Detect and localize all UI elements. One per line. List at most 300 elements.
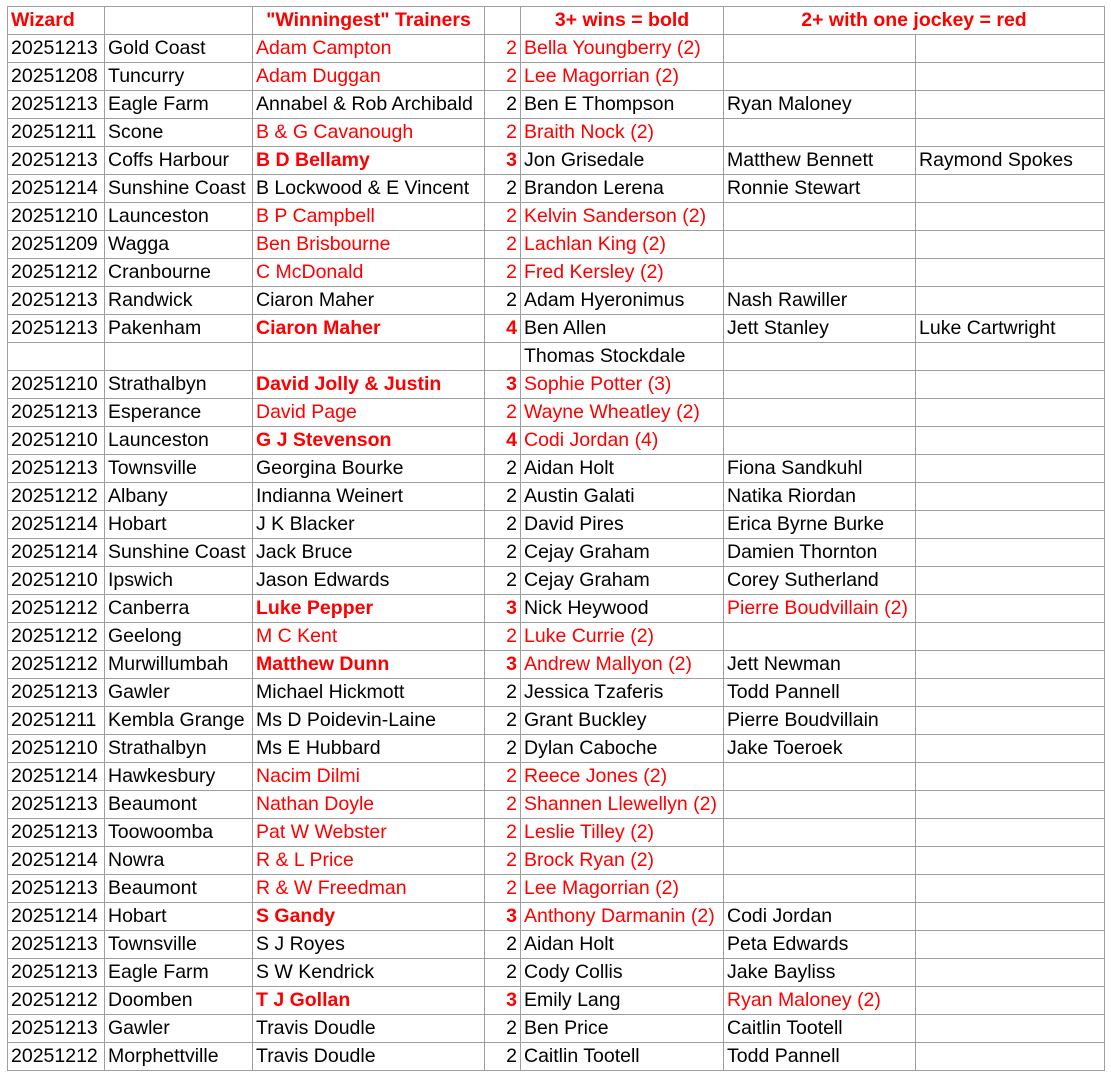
wins-cell[interactable]: 2 bbox=[485, 539, 521, 567]
wins-cell[interactable]: 3 bbox=[485, 371, 521, 399]
jockey-2-cell[interactable] bbox=[724, 343, 916, 371]
jockey-2-cell[interactable] bbox=[724, 623, 916, 651]
table-row bbox=[8, 707, 1105, 735]
track-cell[interactable]: Coffs Harbour bbox=[105, 147, 253, 175]
track-cell[interactable]: Scone bbox=[105, 119, 253, 147]
trainer-cell[interactable]: S Gandy bbox=[253, 903, 485, 931]
trainer-cell[interactable]: B & G Cavanough bbox=[253, 119, 485, 147]
track-cell[interactable]: Doomben bbox=[105, 987, 253, 1015]
header-wizard[interactable]: Wizard bbox=[8, 7, 105, 35]
jockey-1-cell[interactable]: Caitlin Tootell bbox=[521, 1043, 724, 1071]
track-cell[interactable]: Nowra bbox=[105, 847, 253, 875]
trainer-cell[interactable]: J K Blacker bbox=[253, 511, 485, 539]
table-row bbox=[8, 147, 1105, 175]
table-row bbox=[8, 623, 1105, 651]
jockey-1-cell[interactable]: Jon Grisedale bbox=[521, 147, 724, 175]
track-cell[interactable]: Tuncurry bbox=[105, 63, 253, 91]
trainer-cell[interactable]: R & L Price bbox=[253, 847, 485, 875]
jockey-2-cell[interactable]: Corey Sutherland bbox=[724, 567, 916, 595]
jockey-2-cell[interactable] bbox=[724, 847, 916, 875]
trainer-cell[interactable]: M C Kent bbox=[253, 623, 485, 651]
date-cell[interactable]: 20251213 bbox=[8, 875, 105, 903]
date-cell[interactable]: 20251212 bbox=[8, 1043, 105, 1071]
wins-cell[interactable]: 2 bbox=[485, 287, 521, 315]
trainer-cell[interactable]: Michael Hickmott bbox=[253, 679, 485, 707]
date-cell[interactable]: 20251210 bbox=[8, 735, 105, 763]
jockey-3-cell[interactable] bbox=[916, 847, 1105, 875]
date-cell[interactable]: 20251214 bbox=[8, 847, 105, 875]
date-cell[interactable]: 20251210 bbox=[8, 371, 105, 399]
wins-cell[interactable]: 3 bbox=[485, 595, 521, 623]
jockey-2-cell[interactable]: Jett Stanley bbox=[724, 315, 916, 343]
wins-cell[interactable]: 2 bbox=[485, 35, 521, 63]
wins-cell[interactable]: 2 bbox=[485, 735, 521, 763]
trainer-cell[interactable]: R & W Freedman bbox=[253, 875, 485, 903]
jockey-3-cell[interactable] bbox=[916, 595, 1105, 623]
trainer-cell[interactable] bbox=[253, 343, 485, 371]
jockey-1-cell[interactable]: Anthony Darmanin (2) bbox=[521, 903, 724, 931]
jockey-1-cell[interactable]: Ben Allen bbox=[521, 315, 724, 343]
track-cell[interactable]: Hobart bbox=[105, 903, 253, 931]
table-row bbox=[8, 175, 1105, 203]
track-cell[interactable]: Eagle Farm bbox=[105, 959, 253, 987]
wins-cell[interactable]: 2 bbox=[485, 567, 521, 595]
jockey-2-cell[interactable] bbox=[724, 35, 916, 63]
jockey-1-cell[interactable]: Braith Nock (2) bbox=[521, 119, 724, 147]
jockey-1-cell[interactable]: Cejay Graham bbox=[521, 567, 724, 595]
wins-cell[interactable]: 2 bbox=[485, 1015, 521, 1043]
wins-cell[interactable]: 3 bbox=[485, 987, 521, 1015]
trainer-cell[interactable]: T J Gollan bbox=[253, 987, 485, 1015]
wins-cell[interactable]: 2 bbox=[485, 1043, 521, 1071]
jockey-3-cell[interactable] bbox=[916, 371, 1105, 399]
table-row bbox=[8, 63, 1105, 91]
header-blank-cell[interactable] bbox=[105, 7, 253, 35]
track-cell[interactable]: Sunshine Coast bbox=[105, 539, 253, 567]
track-cell[interactable]: Beaumont bbox=[105, 875, 253, 903]
trainer-cell[interactable]: Ben Brisbourne bbox=[253, 231, 485, 259]
jockey-1-cell[interactable]: Lachlan King (2) bbox=[521, 231, 724, 259]
date-cell[interactable]: 20251210 bbox=[8, 203, 105, 231]
track-cell[interactable]: Murwillumbah bbox=[105, 651, 253, 679]
jockey-1-cell[interactable]: Adam Hyeronimus bbox=[521, 287, 724, 315]
trainer-cell[interactable]: Annabel & Rob Archibald bbox=[253, 91, 485, 119]
trainer-cell[interactable]: S W Kendrick bbox=[253, 959, 485, 987]
table-row bbox=[8, 35, 1105, 63]
jockey-2-cell[interactable]: Jake Toeroek bbox=[724, 735, 916, 763]
trainer-cell[interactable]: G J Stevenson bbox=[253, 427, 485, 455]
jockey-3-cell[interactable] bbox=[916, 791, 1105, 819]
jockey-1-cell[interactable]: Thomas Stockdale bbox=[521, 343, 724, 371]
date-cell[interactable]: 20251213 bbox=[8, 931, 105, 959]
jockey-3-cell[interactable] bbox=[916, 119, 1105, 147]
trainer-cell[interactable]: Adam Campton bbox=[253, 35, 485, 63]
wins-cell[interactable]: 2 bbox=[485, 91, 521, 119]
date-cell[interactable]: 20251212 bbox=[8, 623, 105, 651]
jockey-2-cell[interactable]: Todd Pannell bbox=[724, 679, 916, 707]
wins-cell[interactable]: 2 bbox=[485, 231, 521, 259]
jockey-1-cell[interactable]: Brock Ryan (2) bbox=[521, 847, 724, 875]
jockey-1-cell[interactable]: Luke Currie (2) bbox=[521, 623, 724, 651]
date-cell[interactable]: 20251213 bbox=[8, 1015, 105, 1043]
table-row bbox=[8, 483, 1105, 511]
trainer-cell[interactable]: Matthew Dunn bbox=[253, 651, 485, 679]
jockey-1-cell[interactable]: Dylan Caboche bbox=[521, 735, 724, 763]
date-cell[interactable] bbox=[8, 343, 105, 371]
jockey-3-cell[interactable] bbox=[916, 959, 1105, 987]
track-cell[interactable]: Pakenham bbox=[105, 315, 253, 343]
jockey-2-cell[interactable]: Pierre Boudvillain (2) bbox=[724, 595, 916, 623]
wins-cell[interactable] bbox=[485, 343, 521, 371]
table-row bbox=[8, 455, 1105, 483]
track-cell[interactable]: Hawkesbury bbox=[105, 763, 253, 791]
jockey-3-cell[interactable] bbox=[916, 567, 1105, 595]
table-row bbox=[8, 763, 1105, 791]
wins-cell[interactable]: 2 bbox=[485, 259, 521, 287]
jockey-2-cell[interactable]: Erica Byrne Burke bbox=[724, 511, 916, 539]
wins-cell[interactable]: 4 bbox=[485, 427, 521, 455]
jockey-2-cell[interactable] bbox=[724, 791, 916, 819]
wins-cell[interactable]: 2 bbox=[485, 623, 521, 651]
trainer-cell[interactable]: B P Campbell bbox=[253, 203, 485, 231]
table-row bbox=[8, 399, 1105, 427]
jockey-3-cell[interactable] bbox=[916, 399, 1105, 427]
trainer-cell[interactable]: Nacim Dilmi bbox=[253, 763, 485, 791]
jockey-2-cell[interactable] bbox=[724, 427, 916, 455]
track-cell[interactable]: Toowoomba bbox=[105, 819, 253, 847]
track-cell[interactable]: Wagga bbox=[105, 231, 253, 259]
jockey-3-cell[interactable]: Luke Cartwright bbox=[916, 315, 1105, 343]
table-row bbox=[8, 567, 1105, 595]
trainer-cell[interactable]: B D Bellamy bbox=[253, 147, 485, 175]
track-cell[interactable]: Albany bbox=[105, 483, 253, 511]
jockey-1-cell[interactable]: Jessica Tzaferis bbox=[521, 679, 724, 707]
table-row bbox=[8, 791, 1105, 819]
jockey-3-cell[interactable] bbox=[916, 1043, 1105, 1071]
wins-cell[interactable]: 2 bbox=[485, 455, 521, 483]
table-row bbox=[8, 1015, 1105, 1043]
date-cell[interactable]: 20251208 bbox=[8, 63, 105, 91]
trainer-cell[interactable]: Pat W Webster bbox=[253, 819, 485, 847]
jockey-1-cell[interactable]: David Pires bbox=[521, 511, 724, 539]
wins-cell[interactable]: 2 bbox=[485, 847, 521, 875]
date-cell[interactable]: 20251210 bbox=[8, 427, 105, 455]
track-cell[interactable]: Randwick bbox=[105, 287, 253, 315]
track-cell[interactable]: Eagle Farm bbox=[105, 91, 253, 119]
jockey-2-cell[interactable]: Nash Rawiller bbox=[724, 287, 916, 315]
jockey-2-cell[interactable] bbox=[724, 763, 916, 791]
wins-cell[interactable]: 2 bbox=[485, 119, 521, 147]
date-cell[interactable]: 20251212 bbox=[8, 651, 105, 679]
table-row bbox=[8, 315, 1105, 343]
date-cell[interactable]: 20251211 bbox=[8, 707, 105, 735]
trainer-cell[interactable]: B Lockwood & E Vincent bbox=[253, 175, 485, 203]
table-row bbox=[8, 259, 1105, 287]
table-row bbox=[8, 231, 1105, 259]
jockey-3-cell[interactable] bbox=[916, 203, 1105, 231]
jockey-2-cell[interactable]: Ryan Maloney bbox=[724, 91, 916, 119]
jockey-3-cell[interactable] bbox=[916, 623, 1105, 651]
jockey-2-cell[interactable] bbox=[724, 63, 916, 91]
jockey-1-cell[interactable]: Wayne Wheatley (2) bbox=[521, 399, 724, 427]
jockey-3-cell[interactable] bbox=[916, 35, 1105, 63]
trainer-cell[interactable]: S J Royes bbox=[253, 931, 485, 959]
track-cell[interactable]: Morphettville bbox=[105, 1043, 253, 1071]
jockey-3-cell[interactable] bbox=[916, 343, 1105, 371]
track-cell[interactable]: Ipswich bbox=[105, 567, 253, 595]
jockey-2-cell[interactable]: Peta Edwards bbox=[724, 931, 916, 959]
jockey-1-cell[interactable]: Lee Magorrian (2) bbox=[521, 63, 724, 91]
jockey-2-cell[interactable]: Ronnie Stewart bbox=[724, 175, 916, 203]
jockey-1-cell[interactable]: Shannen Llewellyn (2) bbox=[521, 791, 724, 819]
track-cell[interactable]: Sunshine Coast bbox=[105, 175, 253, 203]
jockey-2-cell[interactable] bbox=[724, 399, 916, 427]
date-cell[interactable]: 20251214 bbox=[8, 903, 105, 931]
jockey-2-cell[interactable]: Caitlin Tootell bbox=[724, 1015, 916, 1043]
wins-cell[interactable]: 3 bbox=[485, 651, 521, 679]
date-cell[interactable]: 20251212 bbox=[8, 259, 105, 287]
wins-cell[interactable]: 2 bbox=[485, 959, 521, 987]
jockey-3-cell[interactable] bbox=[916, 427, 1105, 455]
trainer-cell[interactable]: Jack Bruce bbox=[253, 539, 485, 567]
track-cell[interactable]: Townsville bbox=[105, 455, 253, 483]
trainer-wins-table bbox=[7, 6, 1105, 1071]
trainer-cell[interactable]: Travis Doudle bbox=[253, 1015, 485, 1043]
jockey-2-cell[interactable]: Ryan Maloney (2) bbox=[724, 987, 916, 1015]
jockey-3-cell[interactable] bbox=[916, 735, 1105, 763]
track-cell[interactable]: Beaumont bbox=[105, 791, 253, 819]
date-cell[interactable]: 20251213 bbox=[8, 315, 105, 343]
jockey-1-cell[interactable]: Ben E Thompson bbox=[521, 91, 724, 119]
trainer-cell[interactable]: Nathan Doyle bbox=[253, 791, 485, 819]
table-row bbox=[8, 91, 1105, 119]
jockey-3-cell[interactable] bbox=[916, 455, 1105, 483]
table-row bbox=[8, 959, 1105, 987]
jockey-3-cell[interactable] bbox=[916, 231, 1105, 259]
wins-cell[interactable]: 2 bbox=[485, 203, 521, 231]
table-row bbox=[8, 651, 1105, 679]
jockey-1-cell[interactable]: Aidan Holt bbox=[521, 931, 724, 959]
date-cell[interactable]: 20251213 bbox=[8, 147, 105, 175]
jockey-3-cell[interactable] bbox=[916, 91, 1105, 119]
date-cell[interactable]: 20251213 bbox=[8, 679, 105, 707]
jockey-2-cell[interactable]: Fiona Sandkuhl bbox=[724, 455, 916, 483]
jockey-3-cell[interactable] bbox=[916, 483, 1105, 511]
track-cell[interactable]: Gold Coast bbox=[105, 35, 253, 63]
jockey-2-cell[interactable]: Jett Newman bbox=[724, 651, 916, 679]
track-cell[interactable] bbox=[105, 343, 253, 371]
track-cell[interactable]: Hobart bbox=[105, 511, 253, 539]
trainer-cell[interactable]: Georgina Bourke bbox=[253, 455, 485, 483]
jockey-3-cell[interactable] bbox=[916, 707, 1105, 735]
jockey-2-cell[interactable]: Codi Jordan bbox=[724, 903, 916, 931]
jockey-1-cell[interactable]: Austin Galati bbox=[521, 483, 724, 511]
jockey-1-cell[interactable]: Sophie Potter (3) bbox=[521, 371, 724, 399]
table-row bbox=[8, 679, 1105, 707]
wins-cell[interactable]: 2 bbox=[485, 819, 521, 847]
header-red-rule[interactable]: 2+ with one jockey = red bbox=[724, 7, 1105, 35]
wins-cell[interactable]: 2 bbox=[485, 763, 521, 791]
track-cell[interactable]: Strathalbyn bbox=[105, 735, 253, 763]
track-cell[interactable]: Launceston bbox=[105, 427, 253, 455]
track-cell[interactable]: Townsville bbox=[105, 931, 253, 959]
trainer-cell[interactable]: David Page bbox=[253, 399, 485, 427]
track-cell[interactable]: Strathalbyn bbox=[105, 371, 253, 399]
table-row bbox=[8, 735, 1105, 763]
table-row bbox=[8, 595, 1105, 623]
table-row bbox=[8, 819, 1105, 847]
jockey-2-cell[interactable]: Natika Riordan bbox=[724, 483, 916, 511]
jockey-3-cell[interactable] bbox=[916, 511, 1105, 539]
date-cell[interactable]: 20251211 bbox=[8, 119, 105, 147]
trainer-cell[interactable]: David Jolly & Justin bbox=[253, 371, 485, 399]
jockey-3-cell[interactable] bbox=[916, 931, 1105, 959]
trainer-cell[interactable]: Ciaron Maher bbox=[253, 287, 485, 315]
track-cell[interactable]: Cranbourne bbox=[105, 259, 253, 287]
jockey-1-cell[interactable]: Lee Magorrian (2) bbox=[521, 875, 724, 903]
track-cell[interactable]: Kembla Grange bbox=[105, 707, 253, 735]
jockey-1-cell[interactable]: Cody Collis bbox=[521, 959, 724, 987]
jockey-3-cell[interactable] bbox=[916, 1015, 1105, 1043]
date-cell[interactable]: 20251212 bbox=[8, 987, 105, 1015]
track-cell[interactable]: Launceston bbox=[105, 203, 253, 231]
date-cell[interactable]: 20251214 bbox=[8, 511, 105, 539]
jockey-1-cell[interactable]: Leslie Tilley (2) bbox=[521, 819, 724, 847]
track-cell[interactable]: Canberra bbox=[105, 595, 253, 623]
jockey-2-cell[interactable] bbox=[724, 231, 916, 259]
table-row bbox=[8, 931, 1105, 959]
track-cell[interactable]: Geelong bbox=[105, 623, 253, 651]
trainer-cell[interactable]: Indianna Weinert bbox=[253, 483, 485, 511]
jockey-1-cell[interactable]: Kelvin Sanderson (2) bbox=[521, 203, 724, 231]
date-cell[interactable]: 20251210 bbox=[8, 567, 105, 595]
header-blank-cell[interactable] bbox=[485, 7, 521, 35]
jockey-3-cell[interactable] bbox=[916, 539, 1105, 567]
wins-cell[interactable]: 3 bbox=[485, 903, 521, 931]
jockey-3-cell[interactable] bbox=[916, 651, 1105, 679]
wins-cell[interactable]: 2 bbox=[485, 707, 521, 735]
jockey-3-cell[interactable] bbox=[916, 875, 1105, 903]
jockey-2-cell[interactable]: Damien Thornton bbox=[724, 539, 916, 567]
jockey-1-cell[interactable]: Cejay Graham bbox=[521, 539, 724, 567]
jockey-3-cell[interactable] bbox=[916, 763, 1105, 791]
date-cell[interactable]: 20251212 bbox=[8, 595, 105, 623]
table-row bbox=[8, 203, 1105, 231]
jockey-2-cell[interactable] bbox=[724, 119, 916, 147]
wins-cell[interactable]: 2 bbox=[485, 399, 521, 427]
date-cell[interactable]: 20251213 bbox=[8, 959, 105, 987]
date-cell[interactable]: 20251214 bbox=[8, 763, 105, 791]
track-cell[interactable]: Gawler bbox=[105, 679, 253, 707]
trainer-cell[interactable]: Ms D Poidevin-Laine bbox=[253, 707, 485, 735]
header-bold-rule[interactable]: 3+ wins = bold bbox=[521, 7, 724, 35]
wins-cell[interactable]: 2 bbox=[485, 791, 521, 819]
jockey-1-cell[interactable]: Emily Lang bbox=[521, 987, 724, 1015]
wins-cell[interactable]: 2 bbox=[485, 175, 521, 203]
trainer-cell[interactable]: Luke Pepper bbox=[253, 595, 485, 623]
jockey-1-cell[interactable]: Bella Youngberry (2) bbox=[521, 35, 724, 63]
trainer-cell[interactable]: Adam Duggan bbox=[253, 63, 485, 91]
date-cell[interactable]: 20251213 bbox=[8, 35, 105, 63]
table-row bbox=[8, 875, 1105, 903]
jockey-3-cell[interactable] bbox=[916, 819, 1105, 847]
jockey-3-cell[interactable] bbox=[916, 987, 1105, 1015]
jockey-2-cell[interactable] bbox=[724, 371, 916, 399]
jockey-1-cell[interactable]: Fred Kersley (2) bbox=[521, 259, 724, 287]
date-cell[interactable]: 20251213 bbox=[8, 287, 105, 315]
jockey-2-cell[interactable] bbox=[724, 259, 916, 287]
jockey-3-cell[interactable] bbox=[916, 63, 1105, 91]
jockey-3-cell[interactable] bbox=[916, 287, 1105, 315]
jockey-2-cell[interactable] bbox=[724, 819, 916, 847]
jockey-3-cell[interactable]: Raymond Spokes bbox=[916, 147, 1105, 175]
date-cell[interactable]: 20251213 bbox=[8, 791, 105, 819]
jockey-2-cell[interactable] bbox=[724, 875, 916, 903]
jockey-1-cell[interactable]: Codi Jordan (4) bbox=[521, 427, 724, 455]
jockey-3-cell[interactable] bbox=[916, 175, 1105, 203]
table-row bbox=[8, 287, 1105, 315]
jockey-3-cell[interactable] bbox=[916, 903, 1105, 931]
date-cell[interactable]: 20251213 bbox=[8, 455, 105, 483]
jockey-1-cell[interactable]: Brandon Lerena bbox=[521, 175, 724, 203]
trainer-cell[interactable]: C McDonald bbox=[253, 259, 485, 287]
trainer-cell[interactable]: Ciaron Maher bbox=[253, 315, 485, 343]
jockey-2-cell[interactable]: Jake Bayliss bbox=[724, 959, 916, 987]
trainer-cell[interactable]: Travis Doudle bbox=[253, 1043, 485, 1071]
jockey-2-cell[interactable]: Todd Pannell bbox=[724, 1043, 916, 1071]
trainer-cell[interactable]: Ms E Hubbard bbox=[253, 735, 485, 763]
date-cell[interactable]: 20251214 bbox=[8, 539, 105, 567]
table-row bbox=[8, 119, 1105, 147]
date-cell[interactable]: 20251214 bbox=[8, 175, 105, 203]
jockey-3-cell[interactable] bbox=[916, 679, 1105, 707]
jockey-2-cell[interactable]: Pierre Boudvillain bbox=[724, 707, 916, 735]
wins-cell[interactable]: 2 bbox=[485, 63, 521, 91]
jockey-1-cell[interactable]: Aidan Holt bbox=[521, 455, 724, 483]
date-cell[interactable]: 20251213 bbox=[8, 91, 105, 119]
wins-cell[interactable]: 2 bbox=[485, 511, 521, 539]
jockey-1-cell[interactable]: Grant Buckley bbox=[521, 707, 724, 735]
track-cell[interactable]: Gawler bbox=[105, 1015, 253, 1043]
wins-cell[interactable]: 2 bbox=[485, 875, 521, 903]
track-cell[interactable]: Esperance bbox=[105, 399, 253, 427]
date-cell[interactable]: 20251212 bbox=[8, 483, 105, 511]
date-cell[interactable]: 20251209 bbox=[8, 231, 105, 259]
wins-cell[interactable]: 2 bbox=[485, 931, 521, 959]
date-cell[interactable]: 20251213 bbox=[8, 819, 105, 847]
date-cell[interactable]: 20251213 bbox=[8, 399, 105, 427]
table-row bbox=[8, 371, 1105, 399]
header-row bbox=[8, 7, 1105, 35]
jockey-1-cell[interactable]: Andrew Mallyon (2) bbox=[521, 651, 724, 679]
trainer-cell[interactable]: Jason Edwards bbox=[253, 567, 485, 595]
table-row bbox=[8, 903, 1105, 931]
table-row bbox=[8, 539, 1105, 567]
table-row bbox=[8, 427, 1105, 455]
jockey-3-cell[interactable] bbox=[916, 259, 1105, 287]
jockey-1-cell[interactable]: Ben Price bbox=[521, 1015, 724, 1043]
jockey-2-cell[interactable] bbox=[724, 203, 916, 231]
table-row bbox=[8, 343, 1105, 371]
wins-cell[interactable]: 2 bbox=[485, 483, 521, 511]
header-trainers[interactable]: "Winningest" Trainers bbox=[253, 7, 485, 35]
jockey-1-cell[interactable]: Nick Heywood bbox=[521, 595, 724, 623]
jockey-1-cell[interactable]: Reece Jones (2) bbox=[521, 763, 724, 791]
wins-cell[interactable]: 2 bbox=[485, 679, 521, 707]
wins-cell[interactable]: 3 bbox=[485, 147, 521, 175]
jockey-2-cell[interactable]: Matthew Bennett bbox=[724, 147, 916, 175]
wins-cell[interactable]: 4 bbox=[485, 315, 521, 343]
